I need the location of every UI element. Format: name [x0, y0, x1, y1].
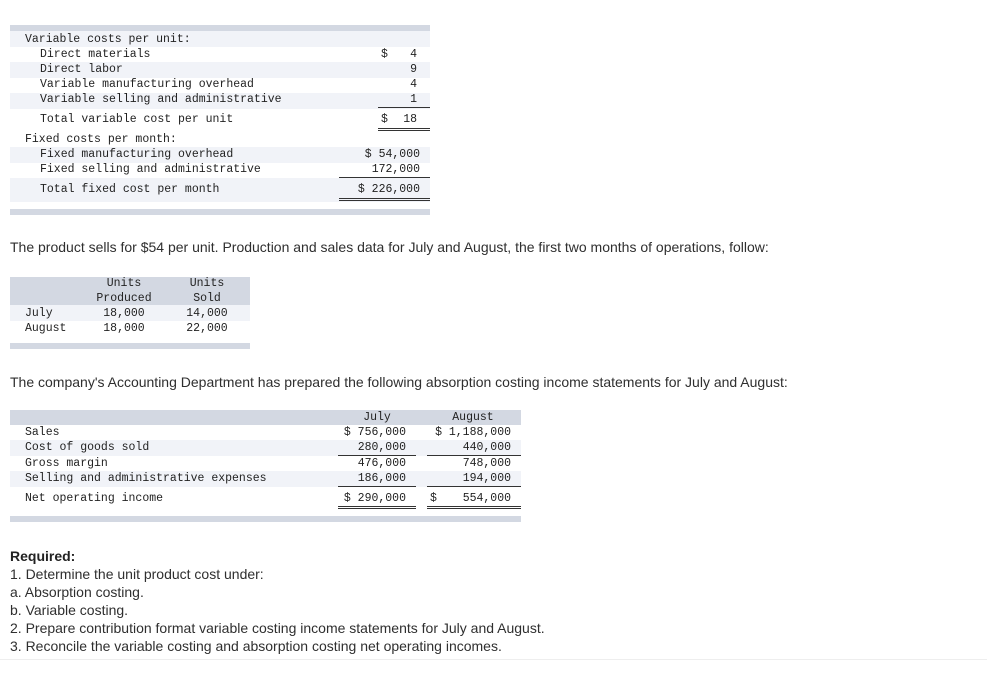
- row-label: Fixed manufacturing overhead: [40, 148, 234, 161]
- total-variable-label: Total variable cost per unit: [40, 113, 234, 126]
- row-label: Cost of goods sold: [25, 441, 150, 454]
- variable-costs-heading: Variable costs per unit:: [25, 33, 191, 46]
- july-value: $ 290,000: [343, 492, 406, 505]
- row-value: 1: [410, 93, 417, 106]
- column-header-july: July: [363, 411, 391, 424]
- subtotal-rule: [427, 486, 521, 487]
- product-price-paragraph: The product sells for $54 per unit. Production and sales data for July and August, the first two months of operations, follow:: [10, 239, 769, 255]
- august-value: 748,000: [462, 457, 511, 470]
- row-label: Direct materials: [40, 48, 151, 61]
- fixed-costs-heading: Fixed costs per month:: [25, 133, 177, 146]
- table-bottom-bar: [10, 209, 430, 215]
- subtotal-rule: [338, 455, 416, 456]
- column-header: Units: [189, 277, 225, 290]
- table-bottom-bar: [10, 343, 250, 349]
- column-header: Produced: [96, 292, 152, 305]
- total-rule: [427, 506, 521, 507]
- august-value: 194,000: [462, 472, 511, 485]
- dollar-sign: $: [381, 113, 388, 126]
- subtotal-rule: [339, 177, 430, 178]
- total-rule: [338, 508, 416, 509]
- table-bottom-bar: [10, 516, 521, 522]
- total-rule: [339, 200, 430, 201]
- july-value: 476,000: [357, 457, 406, 470]
- july-value: $ 756,000: [343, 426, 406, 439]
- total-fixed-label: Total fixed cost per month: [40, 183, 220, 196]
- row-label: Direct labor: [40, 63, 123, 76]
- required-item: 1. Determine the unit product cost under:: [10, 566, 264, 582]
- august-value: 440,000: [462, 441, 511, 454]
- row-value: 4: [410, 78, 417, 91]
- units-sold: 22,000: [186, 322, 228, 335]
- august-value: 554,000: [462, 492, 511, 505]
- row-value: 4: [410, 48, 417, 61]
- divider: [0, 659, 987, 660]
- subtotal-rule: [378, 107, 430, 108]
- total-rule: [339, 198, 430, 199]
- required-item: 2. Prepare contribution format variable costing income statements for July and August.: [10, 620, 545, 636]
- row-label: Sales: [25, 426, 60, 439]
- required-item: b. Variable costing.: [10, 602, 129, 618]
- total-rule: [427, 508, 521, 509]
- row-label: Selling and administrative expenses: [25, 472, 267, 485]
- required-heading: Required:: [10, 548, 76, 564]
- row-label: Fixed selling and administrative: [40, 163, 261, 176]
- row-label: Gross margin: [25, 457, 108, 470]
- units-produced: 18,000: [103, 322, 145, 335]
- total-rule: [378, 130, 430, 131]
- row-value: 9: [410, 63, 417, 76]
- row-label: Net operating income: [25, 492, 164, 505]
- row-value: $ 54,000: [364, 148, 420, 161]
- required-item: a. Absorption costing.: [10, 584, 144, 600]
- row-value: 172,000: [371, 163, 420, 176]
- column-header: Units: [106, 277, 142, 290]
- row-label: Variable manufacturing overhead: [40, 78, 254, 91]
- july-value: 280,000: [357, 441, 406, 454]
- subtotal-rule: [427, 455, 521, 456]
- total-fixed-value: $ 226,000: [357, 183, 420, 196]
- total-rule: [378, 128, 430, 129]
- month-label: August: [25, 322, 67, 335]
- dollar-sign: $: [430, 492, 437, 505]
- august-value: $ 1,188,000: [435, 426, 511, 439]
- july-value: 186,000: [357, 472, 406, 485]
- subtotal-rule: [338, 486, 416, 487]
- dollar-sign: $: [381, 48, 388, 61]
- units-produced: 18,000: [103, 307, 145, 320]
- accounting-department-paragraph: The company's Accounting Department has prepared the following absorption costing income statements for July and August:: [10, 374, 788, 390]
- required-item: 3. Reconcile the variable costing and absorption costing net operating incomes.: [10, 638, 502, 654]
- row-label: Variable selling and administrative: [40, 93, 282, 106]
- total-variable-value: 18: [403, 113, 417, 126]
- month-label: July: [25, 307, 53, 320]
- column-header: Sold: [193, 292, 221, 305]
- units-sold: 14,000: [186, 307, 228, 320]
- total-rule: [338, 506, 416, 507]
- column-header-august: August: [452, 411, 494, 424]
